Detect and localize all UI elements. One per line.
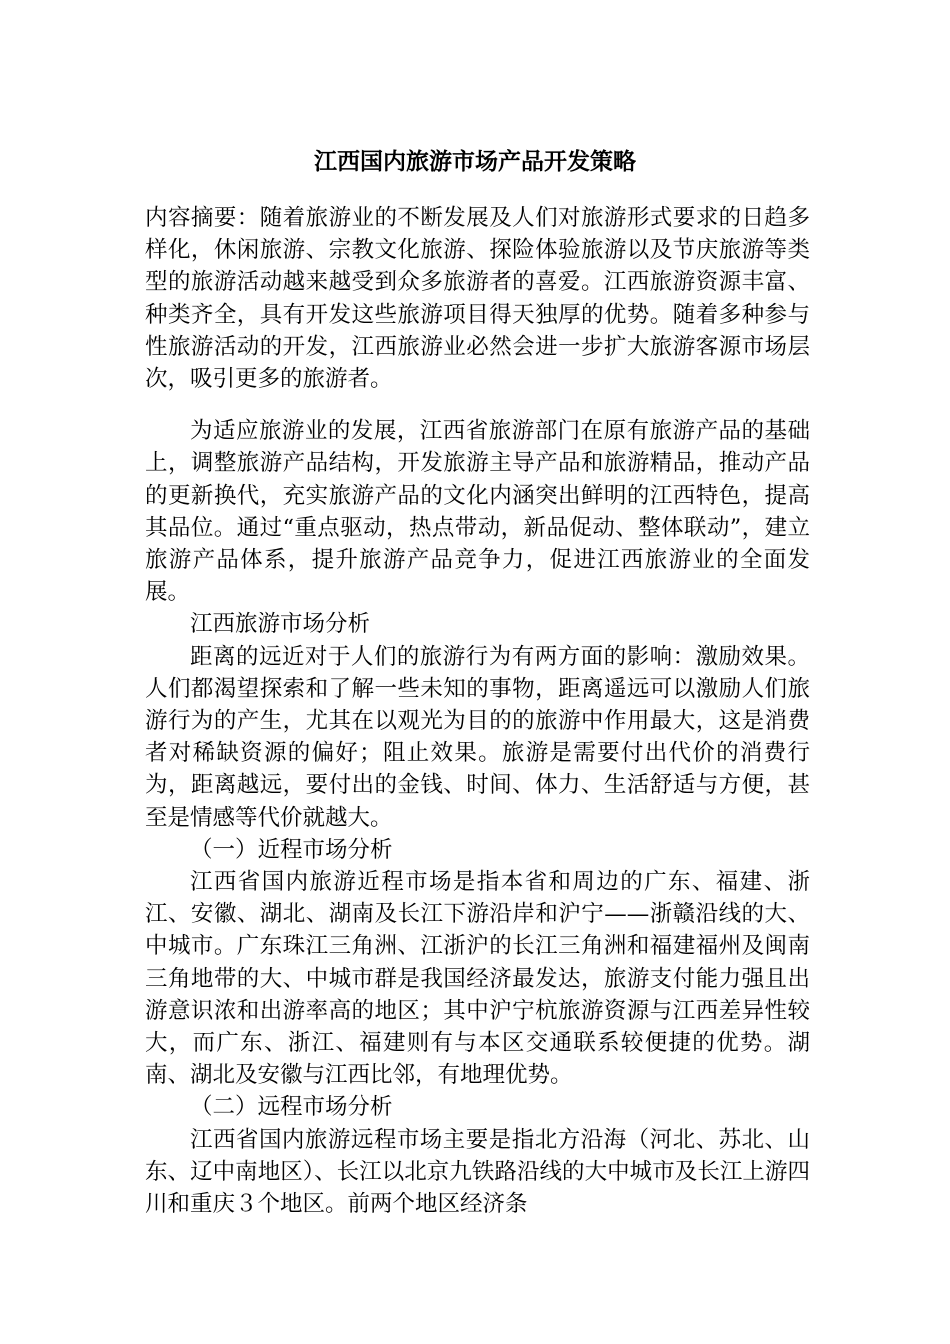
subsection-heading-far: （二）远程市场分析 bbox=[190, 1094, 393, 1121]
abstract-paragraph: 内容摘要：随着旅游业的不断发展及人们对旅游形式要求的日趋多样化，休闲旅游、宗教文化旅游、探险体验旅游以及节庆旅游等类型的旅游活动越来越受到众多旅游者的喜爱。江西旅游资源丰富、种类齐全，具有开发这些旅游项目得天独厚的优势。随着多种参与性旅游活动的开发，江西旅游业必然会进一步扩大旅游客源市场层次，吸引更多的旅游者。 bbox=[145, 205, 810, 393]
subsection-heading-near: （一）近程市场分析 bbox=[190, 836, 393, 863]
subsection-paragraph-far: 江西省国内旅游远程市场主要是指北方沿海（河北、苏北、山东、辽中南地区）、长江以北京九铁路沿线的大中城市及长江上游四川和重庆３个地区。前两个地区经济条 bbox=[145, 1126, 810, 1218]
section-paragraph: 距离的远近对于人们的旅游行为有两方面的影响：激励效果。人们都渴望探索和了解一些未知的事物，距离遥远可以激励人们旅游行为的产生，尤其在以观光为目的的旅游中作用最大，这是消费者对稀缺资源的偏好；阻止效果。旅游是需要付出代价的消费行为，距离越远，要付出的金钱、时间、体力、生活舒适与方便，甚至是情感等代价就越大。 bbox=[145, 643, 810, 831]
paragraph-gap bbox=[145, 395, 810, 415]
document-title: 江西国内旅游市场产品开发策略 bbox=[314, 148, 636, 175]
subsection-paragraph-near: 江西省国内旅游近程市场是指本省和周边的广东、福建、浙江、安徽、湖北、湖南及长江下游沿岸和沪宁——浙赣沿线的大、中城市。广东珠江三角洲、江浙沪的长江三角洲和福建福州及闽南三角地带的大、中城市群是我国经济最发达，旅游支付能力强且出游意识浓和出游率高的地区；其中沪宁杭旅游资源与江西差异性较大，而广东、浙江、福建则有与本区交通联系较便捷的优势。湖南、湖北及安徽与江西比邻，有地理优势。 bbox=[145, 869, 810, 1089]
document-body bbox=[145, 202, 810, 1220]
section-heading: 江西旅游市场分析 bbox=[190, 611, 371, 638]
intro-paragraph: 为适应旅游业的发展，江西省旅游部门在原有旅游产品的基础上，调整旅游产品结构，开发旅游主导产品和旅游精品，推动产品的更新换代，充实旅游产品的文化内涵突出鲜明的江西特色，提高其品位。通过“重点驱动，热点带动，新品促动、整体联动”，建立旅游产品体系，提升旅游产品竞争力，促进江西旅游业的全面发展。 bbox=[145, 418, 810, 606]
